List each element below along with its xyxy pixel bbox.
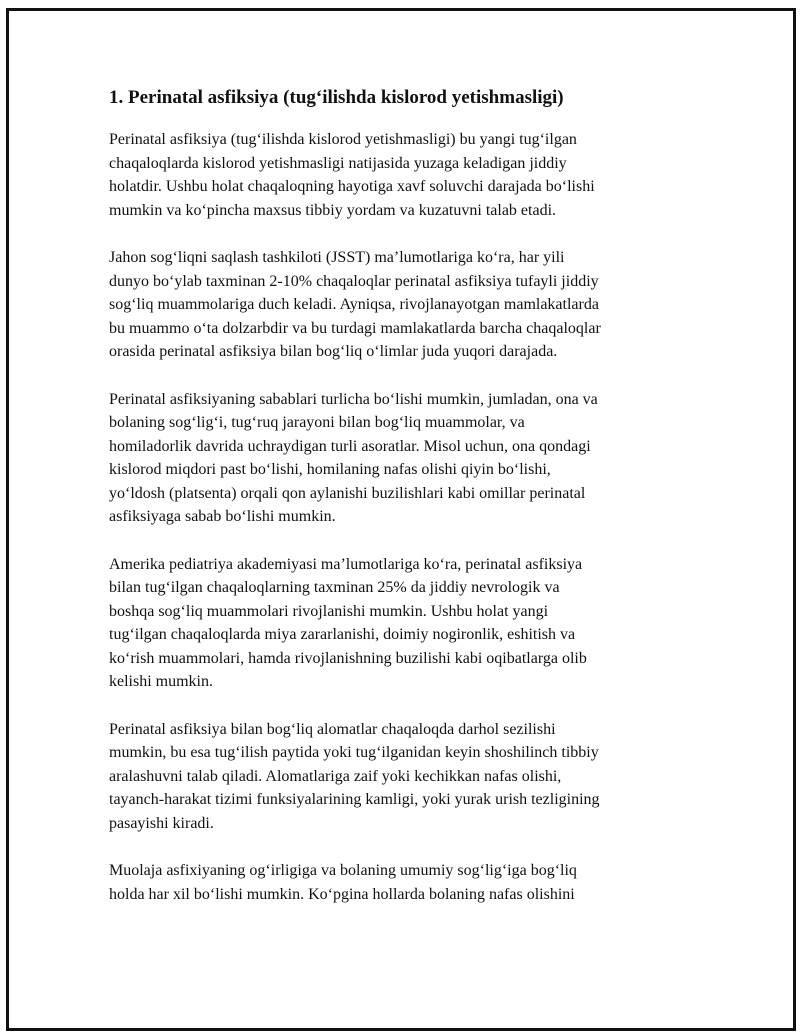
text-line: tug‘ilgan chaqaloqlarda miya zararlanishi, doimiy nogironlik, eshitish va bbox=[109, 626, 576, 643]
text-line: sog‘liq muammolariga duch keladi. Ayniqsa, rivojlanayotgan mamlakatlarda bbox=[109, 296, 599, 313]
document-body bbox=[109, 84, 683, 930]
text-line: kelishi mumkin. bbox=[109, 673, 213, 690]
text-line: bilan tug‘ilgan chaqaloqlarning taxminan 25% da jiddiy nevrologik va bbox=[109, 579, 560, 596]
text-line: Perinatal asfiksiyaning sabablari turlicha bo‘lishi mumkin, jumladan, ona va bbox=[109, 390, 598, 408]
text-line: dunyo bo‘ylab taxminan 2-10% chaqaloqlar perinatal asfiksiya tufayli jiddiy bbox=[109, 272, 599, 290]
text-line: boshqa sog‘liq muammolari rivojlanishi mumkin. Ushbu holat yangi bbox=[109, 602, 549, 620]
text-line: kislorod miqdori past bo‘lishi, homilaning nafas olishi qiyin bo‘lishi, bbox=[109, 461, 551, 478]
text-line: bolaning sog‘lig‘i, tug‘ruq jarayoni bilan bog‘liq muammolar, va bbox=[109, 414, 525, 431]
text-line: aralashuvni talab qiladi. Alomatlariga zaif yoki kechikkan nafas olishi, bbox=[109, 767, 562, 785]
text-line: holatdir. Ushbu holat chaqaloqning hayotiga xavf soluvchi darajada bo‘lishi bbox=[109, 178, 595, 195]
paragraph-5 bbox=[109, 718, 683, 836]
text-line: tayanch-harakat tizimi funksiyalarining kamligi, yoki yurak urish tezligining bbox=[109, 791, 600, 808]
text-line: Muolaja asfixiyaning og‘irligiga va bolaning umumiy sog‘lig‘iga bog‘liq bbox=[109, 862, 577, 879]
text-line: chaqaloqlarda kislorod yetishmasligi natijasida yuzaga keladigan jiddiy bbox=[109, 154, 567, 172]
text-line: Perinatal asfiksiya bilan bog‘liq alomatlar chaqaloqda darhol sezilishi bbox=[109, 720, 556, 738]
text-line: Amerika pediatriya akademiyasi ma’lumotlariga ko‘ra, perinatal asfiksiya bbox=[109, 555, 583, 573]
section-heading: 1. Perinatal asfiksiya (tug‘ilishda kislorod yetishmasligi) bbox=[109, 87, 564, 108]
text-line: holda har xil bo‘lishi mumkin. Ko‘pgina hollarda bolaning nafas olishini bbox=[109, 885, 575, 903]
text-line: mumkin va ko‘pincha maxsus tibbiy yordam va kuzatuvni talab etadi. bbox=[109, 201, 557, 219]
text-line: pasayishi kiradi. bbox=[109, 814, 214, 832]
text-line: Jahon sog‘liqni saqlash tashkiloti (JSST) ma’lumotlariga ko‘ra, har yili bbox=[109, 249, 565, 266]
text-line: mumkin, bu esa tug‘ilish paytida yoki tug‘ilganidan keyin shoshilinch tibbiy bbox=[109, 744, 599, 761]
text-line: orasida perinatal asfiksiya bilan bog‘liq o‘limlar juda yuqori darajada. bbox=[109, 343, 558, 360]
paragraph-1 bbox=[109, 128, 683, 222]
paragraph-4 bbox=[109, 553, 683, 694]
text-line: ko‘rish muammolari, hamda rivojlanishning buzilishi kabi oqibatlarga olib bbox=[109, 649, 587, 667]
text-line: Perinatal asfiksiya (tug‘ilishda kislorod yetishmasligi) bu yangi tug‘ilgan bbox=[109, 131, 577, 148]
paragraph-3 bbox=[109, 388, 683, 529]
text-line: yo‘ldosh (platsenta) orqali qon aylanishi buzilishlari kabi omillar perinatal bbox=[109, 484, 586, 502]
text-line: homiladorlik davrida uchraydigan turli asoratlar. Misol uchun, ona qondagi bbox=[109, 437, 591, 455]
text-line: asfiksiyaga sabab bo‘lishi mumkin. bbox=[109, 508, 336, 525]
text-line: bu muammo o‘ta dolzarbdir va bu turdagi mamlakatlarda barcha chaqaloqlar bbox=[109, 319, 601, 337]
paragraph-2 bbox=[109, 246, 683, 364]
paragraph-6 bbox=[109, 859, 683, 906]
